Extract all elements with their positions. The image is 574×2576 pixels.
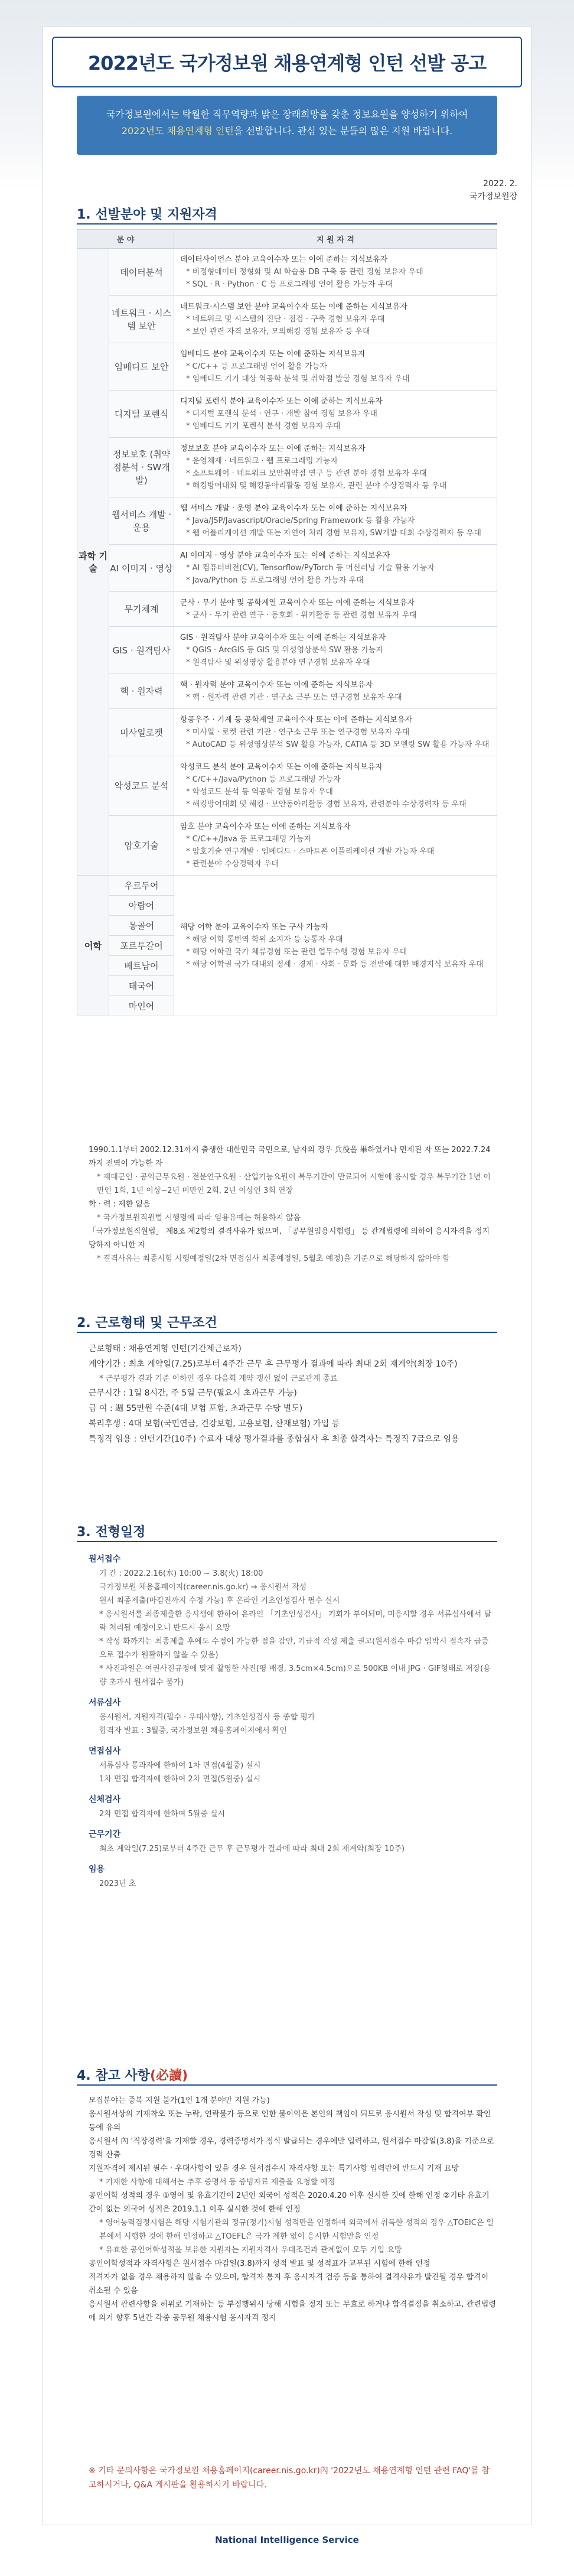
field-row <box>77 343 497 391</box>
condition-item: * 근무평가 결과 기준 이하인 경우 다음회 계약 갱신 없이 근로관계 종료 <box>99 1374 338 1383</box>
field-name: 정보보호 (취약점분석 · SW개발) <box>109 438 174 497</box>
condition-item: 복리후생 : 4대 보험(국민연금, 건강보험, 고용보험, 산재보험) 가입 등 <box>89 1419 340 1429</box>
desc-line: * C/C++/Java 등 프로그래밍 가능자 <box>186 835 312 844</box>
field-desc <box>174 756 497 816</box>
desc-line: * 원격탐사 및 위성영상 활용분야 연구경험 보유자 우대 <box>186 658 370 667</box>
field-row <box>77 709 497 756</box>
field-row <box>77 249 497 296</box>
desc-line: 암호 분야 교육이수자 또는 이에 준하는 지식보유자 <box>180 822 351 831</box>
field-row <box>77 627 497 674</box>
field-row <box>77 674 497 709</box>
section-1-title: 1. 선발분야 및 지원자격 <box>77 207 217 222</box>
field-name: 데이터분석 <box>109 249 174 296</box>
field-name: GIS · 원격탐사 <box>109 627 174 674</box>
reference-item: 공인어학 성적의 경우 ①영어 및 유효기간이 2년인 외국어 성적은 2020.4.20 이후 실시한 것에 한해 인정 ②기타 유효기간이 없는 외국어 성적은 2019.1.1 이후 실시한 것에 한해 인정 <box>89 2191 490 2214</box>
field-desc <box>174 674 497 709</box>
lang-desc <box>174 876 497 1016</box>
field-row <box>77 296 497 343</box>
desc-line: AI 이미지 · 영상 분야 교육이수자 또는 이에 준하는 지식보유자 <box>180 551 390 560</box>
note-line: 「국가정보원직원법」 제8조 제2항의 결격사유가 없으며, 「공무원임용시험령」 등 관계법령에 의하여 응시자격을 정지당하지 아니한 자 <box>89 1227 490 1250</box>
lang-name: 마인어 <box>109 996 174 1016</box>
reference-list <box>89 2094 496 2325</box>
notice-date: 2022. 2. <box>483 179 517 188</box>
col-qual-header: 지 원 자 격 <box>174 230 497 249</box>
condition-item: 근로형태 : 채용연계형 인턴(기간제근로자) <box>89 1344 242 1354</box>
schedule-step <box>89 1695 496 1738</box>
schedule-step-line: 2차 면접 합격자에 한하여 5월중 실시 <box>99 1810 226 1819</box>
note-line: * 결격사유는 최종시험 시행예정일(2차 면접심사 최종예정일, 5월초 예정)을 기준으로 해당하지 않아야 함 <box>97 1254 450 1263</box>
desc-line: * 해킹방어대회 및 해킹동아리활동 경험 보유자, 관련 분야 수상경력자 등 우대 <box>186 482 447 490</box>
schedule-step-line: 1차 면접 합격자에 한하여 2차 면접(5월중) 실시 <box>99 1775 261 1784</box>
date-block <box>469 177 517 203</box>
schedule-step-line: 합격자 발표 : 3월중, 국가정보원 채용홈페이지에서 확인 <box>99 1726 287 1735</box>
condition-item: 계약기간 : 최초 계약일(7.25)로부터 4주간 근무 후 근무평가 결과에 따라 최대 2회 재계약(최장 10주) <box>89 1359 458 1369</box>
desc-line: * AutoCAD 등 위성영상분석 SW 활용 가능자, CATIA 등 3D 모델링 SW 활용 가능자 우대 <box>186 740 490 749</box>
desc-line: * 임베디드 기기 포렌식 분석 경험 보유자 우대 <box>186 422 341 431</box>
desc-line: * 해킹방어대회 및 해킹 · 보안동아리활동 경험 보유자, 관련분야 수상경력자 등 우대 <box>186 800 467 809</box>
schedule-step <box>89 1744 496 1786</box>
schedule-step-title: 면접심사 <box>89 1746 121 1756</box>
field-name: 네트워크 · 시스템 보안 <box>109 296 174 343</box>
lang-name: 포르투갈어 <box>109 936 174 956</box>
desc-line: * 암호기술 연구개발 · 임베디드 · 스마트폰 어플리케이션 개발 가능자 우대 <box>186 847 435 856</box>
reference-item: * 영어능력검정시험은 해당 시험기관의 정규(정기)시험 성적만을 인정하며 외국에서 취득한 성적의 경우 △TOEIC은 일본에서 시행한 것에 한해 인정하고 △TOEFL은 국가 제한 없이 응시한 시험만을 인정 <box>99 2219 494 2241</box>
desc-line: * 비정형데이터 정형화 및 AI 학습용 DB 구축 등 관련 경험 보유자 우대 <box>186 268 423 277</box>
schedule-list <box>89 1552 496 1897</box>
schedule-step-title: 신체검사 <box>89 1795 121 1804</box>
field-desc <box>174 592 497 627</box>
footer-org: National Intelligence Service <box>215 2535 359 2545</box>
schedule-step-line: 서류심사 통과자에 한하여 1차 면접(4월중) 실시 <box>99 1761 261 1770</box>
lang-name: 우르두어 <box>109 876 174 896</box>
condition-item: 근무시간 : 1일 8시간, 주 5일 근무(필요시 초과근무 가능) <box>89 1388 297 1398</box>
field-name: 임베디드 보안 <box>109 343 174 391</box>
desc-line: 임베디드 분야 교육이수자 또는 이에 준하는 지식보유자 <box>180 350 366 359</box>
condition-item: 급 여 : 週 55만원 수준(4대 보험 포함, 초과근무 수당 별도) <box>89 1404 303 1413</box>
desc-line: * 웹 어플리케이션 개발 또는 자연어 처리 경험 보유자, SW개발 대회 수상경력자 등 우대 <box>186 529 481 538</box>
schedule-step-title: 근무기간 <box>89 1830 121 1839</box>
section-1-rule <box>77 223 497 225</box>
desc-line: * Java/Python 등 프로그래밍 언어 활용 가능자 우대 <box>186 576 364 585</box>
desc-line: * Java/JSP/Javascript/Oracle/Spring Framework 등 활용 가능자 <box>186 516 415 525</box>
faq-note: ※ 기타 문의사항은 국가정보원 채용홈페이지(career.nis.go.kr)內 '2022년도 채용연계형 인턴 관련 FAQ'를 참고하시거나, Q&A 게시판을 활용하시기 바랍니다. <box>89 2466 490 2490</box>
section-4-warn: (必讀) <box>150 2068 188 2083</box>
lang-desc-line: * 해당 어학권 국가 대내외 정세 · 경제 · 사회 · 문화 등 전반에 대한 배경지식 보유자 우대 <box>186 960 484 969</box>
schedule-step-line: 국가정보원 채용홈페이지(career.nis.go.kr) → 응시원서 작성 <box>99 1583 307 1592</box>
reference-item: 응시원서 관련사항을 허위로 기재하는 등 부정행위시 당해 시험을 정지 또는 무효로 하거나 합격결정을 취소하고, 관련법령에 의거 향후 5년간 각종 공무원 채용시험 응시자격 정지 <box>89 2300 496 2323</box>
schedule-step-line: * 작성 화까지는 최종제출 후에도 수정이 가능한 점을 감안, 기급적 작성 제출 권고(원서접수 마감 임박시 접속자 급증으로 접수가 원활하지 않을 수 있음) <box>99 1637 489 1660</box>
field-name: 디지털 포렌식 <box>109 391 174 438</box>
field-desc <box>174 816 497 876</box>
schedule-step-line: * 응시원서를 최종제출한 응시생에 한하여 온라인 「기초인성검사」 기회가 부여되며, 미응시할 경우 서류심사에서 탈락 처리될 예정이오니 반드시 응시 요망 <box>99 1610 491 1632</box>
intro-line-1: 국가정보원에서는 탁월한 직무역량과 밝은 장래희망을 갖춘 정보요원을 양성하기 위하여 <box>106 109 468 120</box>
section-4-rule <box>77 2084 497 2086</box>
title-box <box>52 37 522 87</box>
field-desc <box>174 627 497 674</box>
schedule-step-line: 원서 최종제출(마감전까지 수정 가능) 후 온라인 기초인성검사 필수 실시 <box>99 1596 340 1605</box>
lang-desc-line: * 해당 어학권 국가 체류경험 또는 관련 업무수행 경험 보유자 우대 <box>186 947 407 957</box>
desc-line: 악성코드 분석 분야 교육이수자 또는 이에 준하는 지식보유자 <box>180 763 383 772</box>
field-desc <box>174 497 497 545</box>
field-desc <box>174 709 497 756</box>
schedule-step-title: 원서접수 <box>89 1554 121 1564</box>
reference-item: 응시원서 內 '직장경력'을 기재할 경우, 경력증명서가 정식 발급되는 경우에만 입력하고, 원서접수 마감일(3.8)을 기준으로 경력 산출 <box>89 2137 494 2159</box>
reference-item: 공인어학성적과 자격사항은 원서접수 마감일(3.8)까지 성적 발표 및 성적표가 교부된 시험에 한해 인정 <box>89 2259 430 2268</box>
field-desc <box>174 438 497 497</box>
field-desc <box>174 391 497 438</box>
intro-line-2: 을 선발합니다. 관심 있는 분들의 많은 지원 바랍니다. <box>233 125 453 136</box>
desc-line: * C/C++/Java/Python 등 프로그래밍 가능자 <box>186 775 341 784</box>
desc-line: * C/C++ 등 프로그래밍 언어 활용 가능자 <box>186 362 327 371</box>
notice-org: 국가정보원장 <box>469 192 517 201</box>
lang-name: 아랍어 <box>109 896 174 916</box>
desc-line: * 소프트웨어 · 네트워크 보안취약점 연구 등 관련 분야 경험 보유자 우대 <box>186 469 427 478</box>
section-4-title-text: 4. 참고 사항 <box>77 2068 150 2083</box>
field-name: 핵 · 원자력 <box>109 674 174 709</box>
lang-name: 태국어 <box>109 976 174 996</box>
desc-line: * SQL · R · Python · C 등 프로그래밍 언어 활용 가능자 우대 <box>186 280 393 289</box>
lang-name: 몽골어 <box>109 916 174 936</box>
lang-desc-line: * 해당 어학 통번역 학위 소지자 등 능통자 우대 <box>186 935 343 944</box>
fields-table <box>77 229 497 1016</box>
note-line: 1990.1.1부터 2002.12.31까지 출생한 대한민국 국민으로, 남자의 경우 兵役을 畢하였거나 면제된 자 또는 2022.7.24까지 전역이 가능한 자 <box>89 1146 491 1168</box>
lang-name: 베트남어 <box>109 956 174 976</box>
page-title: 2022년도 국가정보원 채용연계형 인턴 선발 공고 <box>87 52 487 74</box>
schedule-step-line: 응시원서, 지원자격(필수 · 우대사항), 기초인성검사 등 종합 평가 <box>99 1713 315 1722</box>
schedule-step-line: 최초 계약일(7.25)로부터 4주간 근무 후 근무평가 결과에 따라 최대 2회 재계약(최장 10주) <box>99 1845 405 1853</box>
field-row <box>77 497 497 545</box>
eligibility-notes <box>89 1143 496 1266</box>
field-row <box>77 438 497 497</box>
note-line: 학 · 력 : 제한 없음 <box>89 1200 151 1209</box>
schedule-step-line: * 사진파일은 여권사진규정에 맞게 촬영한 사진(평 배경, 3.5cm×4.5cm)으로 500KB 이내 JPG · GIF형태로 저장(용량 초과시 원서접수 불가) <box>99 1664 491 1687</box>
field-name: 무기체계 <box>109 592 174 627</box>
field-desc <box>174 249 497 296</box>
desc-line: 네트워크·시스템 보안 분야 교육이수자 또는 이에 준하는 지식보유자 <box>180 303 407 311</box>
field-row <box>77 756 497 816</box>
field-name: AI 이미지 · 영상 <box>109 545 174 592</box>
field-name: 악성코드 분석 <box>109 756 174 816</box>
desc-line: * 보안 관련 자격 보유자, 모의해킹 경험 보유자 등 우대 <box>186 327 370 336</box>
field-desc <box>174 545 497 592</box>
reference-item: * 유효한 공인어학성적을 보유한 지원자는 지원자격사 우대조건과 관계없이 모두 기입 요망 <box>99 2246 402 2255</box>
section-2-title: 2. 근로형태 및 근무조건 <box>77 1316 217 1331</box>
section-3-title: 3. 전형일정 <box>77 1525 146 1540</box>
desc-line: 웹 서비스 개발 · 운영 분야 교육이수자 또는 이에 준하는 지식보유자 <box>180 504 407 513</box>
work-conditions <box>89 1341 496 1447</box>
section-4-title <box>77 2066 188 2084</box>
section-3-rule <box>77 1541 497 1542</box>
category-lang: 어학 <box>77 876 109 1016</box>
category-tech: 과학 기술 <box>77 249 109 876</box>
schedule-step <box>89 1792 496 1821</box>
condition-item: 특정직 임용 : 인턴기간(10주) 수료자 대상 평가결과를 종합심사 후 최종 합격자는 특정직 7급으로 임용 <box>89 1435 459 1444</box>
desc-line: * 디지털 포렌식 분석 · 연구 · 개발 참여 경험 보유자 우대 <box>186 409 377 418</box>
desc-line: 핵 · 원자력 분야 교육이수자 또는 이에 준하는 지식보유자 <box>180 681 373 689</box>
section-2-rule <box>77 1332 497 1333</box>
field-name: 미사일로켓 <box>109 709 174 756</box>
desc-line: * QGIS · ArcGIS 등 GIS 및 위성영상분석 SW 활용 가능자 <box>186 646 384 655</box>
desc-line: 군사 · 무기 분야 및 공학계열 교육이수자 또는 이에 준하는 지식보유자 <box>180 599 415 607</box>
reference-item: 지원자격에 제시된 필수 · 우대사항이 있을 경우 원서접수시 자격사항 또는 특기사항 입력란에 반드시 기재 요망 <box>89 2164 459 2173</box>
desc-line: * AI 컴퓨터비전(CV), Tensorflow/PyTorch 등 머신러닝 기술 활용 가능자 <box>186 564 435 573</box>
desc-line: * 운영체제 · 네트워크 · 웹 프로그래밍 가능자 <box>186 457 338 466</box>
schedule-step <box>89 1862 496 1891</box>
note-line: * 국가정보원직원법 시행령에 따라 임용유예는 허용하지 않음 <box>97 1214 301 1222</box>
desc-line: * 악성코드 분석 등 역공학 경험 보유자 우대 <box>186 788 333 796</box>
col-field-header: 분 야 <box>77 230 174 249</box>
lang-desc-line: 해당 어학 분야 교육이수자 또는 구사 가능자 <box>180 922 328 932</box>
field-name: 암호기술 <box>109 816 174 876</box>
desc-line: * 군사 · 무기 관련 연구 · 동호회 · 위키활동 등 관련 경험 보유자 우대 <box>186 611 417 620</box>
desc-line: * 미사일 · 로켓 관련 기관 · 연구소 근무 또는 연구경험 보유자 우대 <box>186 728 410 737</box>
desc-line: 정보보호 분야 교육이수자 또는 이에 준하는 지식보유자 <box>180 444 366 453</box>
field-row <box>77 391 497 438</box>
desc-line: GIS · 원격탐사 분야 교육이수자 또는 이에 준하는 지식보유자 <box>180 633 386 642</box>
desc-line: 데이터사이언스 분야 교육이수자 또는 이에 준하는 지식보유자 <box>180 255 388 264</box>
lang-row <box>77 876 497 896</box>
field-desc <box>174 296 497 343</box>
note-line: * 제대군인 · 공익근무요원 · 전문연구요원 · 산업기능요원이 복무기간이 만료되어 시험에 응시할 경우 복무기간 1년 이만인 1회, 1년 이상~2년 미만인 2회, 2년 이상인 3회 연장 <box>97 1173 491 1195</box>
intro-highlight: 2022년도 채용연계형 인턴 <box>121 125 234 136</box>
field-row <box>77 545 497 592</box>
schedule-step <box>89 1552 496 1689</box>
schedule-step-title: 임용 <box>89 1865 105 1874</box>
field-name: 웹서비스 개발 · 운용 <box>109 497 174 545</box>
schedule-step-title: 서류심사 <box>89 1698 121 1707</box>
schedule-step-line: 2023년 초 <box>99 1879 136 1888</box>
field-row <box>77 592 497 627</box>
desc-line: * 네트워크 및 시스템의 진단 · 점검 · 구축 경험 보유자 우대 <box>186 315 385 324</box>
schedule-step <box>89 1827 496 1856</box>
reference-item: 응시원서상의 기재착오 또는 누락, 연락불가 등으로 인한 불이익은 본인의 책임이 되므로 응시원서 작성 및 합격여부 확인 등에 유의 <box>89 2110 491 2132</box>
field-desc <box>174 343 497 391</box>
reference-item: * 기재한 사항에 대해서는 추후 증명서 등 증빙자료 제출을 요청할 예정 <box>99 2178 335 2187</box>
schedule-step-line: 기 간 : 2022.2.16(水) 10:00 ~ 3.8(火) 18:00 <box>99 1569 263 1578</box>
desc-line: * 임베디드 기기 대상 역공학 분석 및 취약점 발굴 경험 보유자 우대 <box>186 375 410 383</box>
field-row <box>77 816 497 876</box>
intro-box <box>77 96 497 155</box>
desc-line: * 핵 · 원자력 관련 기관 · 연구소 근무 또는 연구경험 보유자 우대 <box>186 693 402 702</box>
desc-line: 디지털 포렌식 분야 교육이수자 또는 이에 준하는 지식보유자 <box>180 397 383 406</box>
reference-item: 모집분야는 중복 지원 불가(1인 1개 분야만 지원 가능) <box>89 2096 270 2105</box>
desc-line: * 관련분야 수상경력자 우대 <box>186 860 279 869</box>
reference-item: 적격자가 없을 경우 채용하지 않을 수 있으며, 합격자 통지 후 응시자격 검증 등을 통하여 결격사유가 발견될 경우 합격이 취소될 수 있음 <box>89 2273 489 2295</box>
desc-line: 항공우주 · 기계 등 공학계열 교육이수자 또는 이에 준하는 지식보유자 <box>180 715 412 724</box>
